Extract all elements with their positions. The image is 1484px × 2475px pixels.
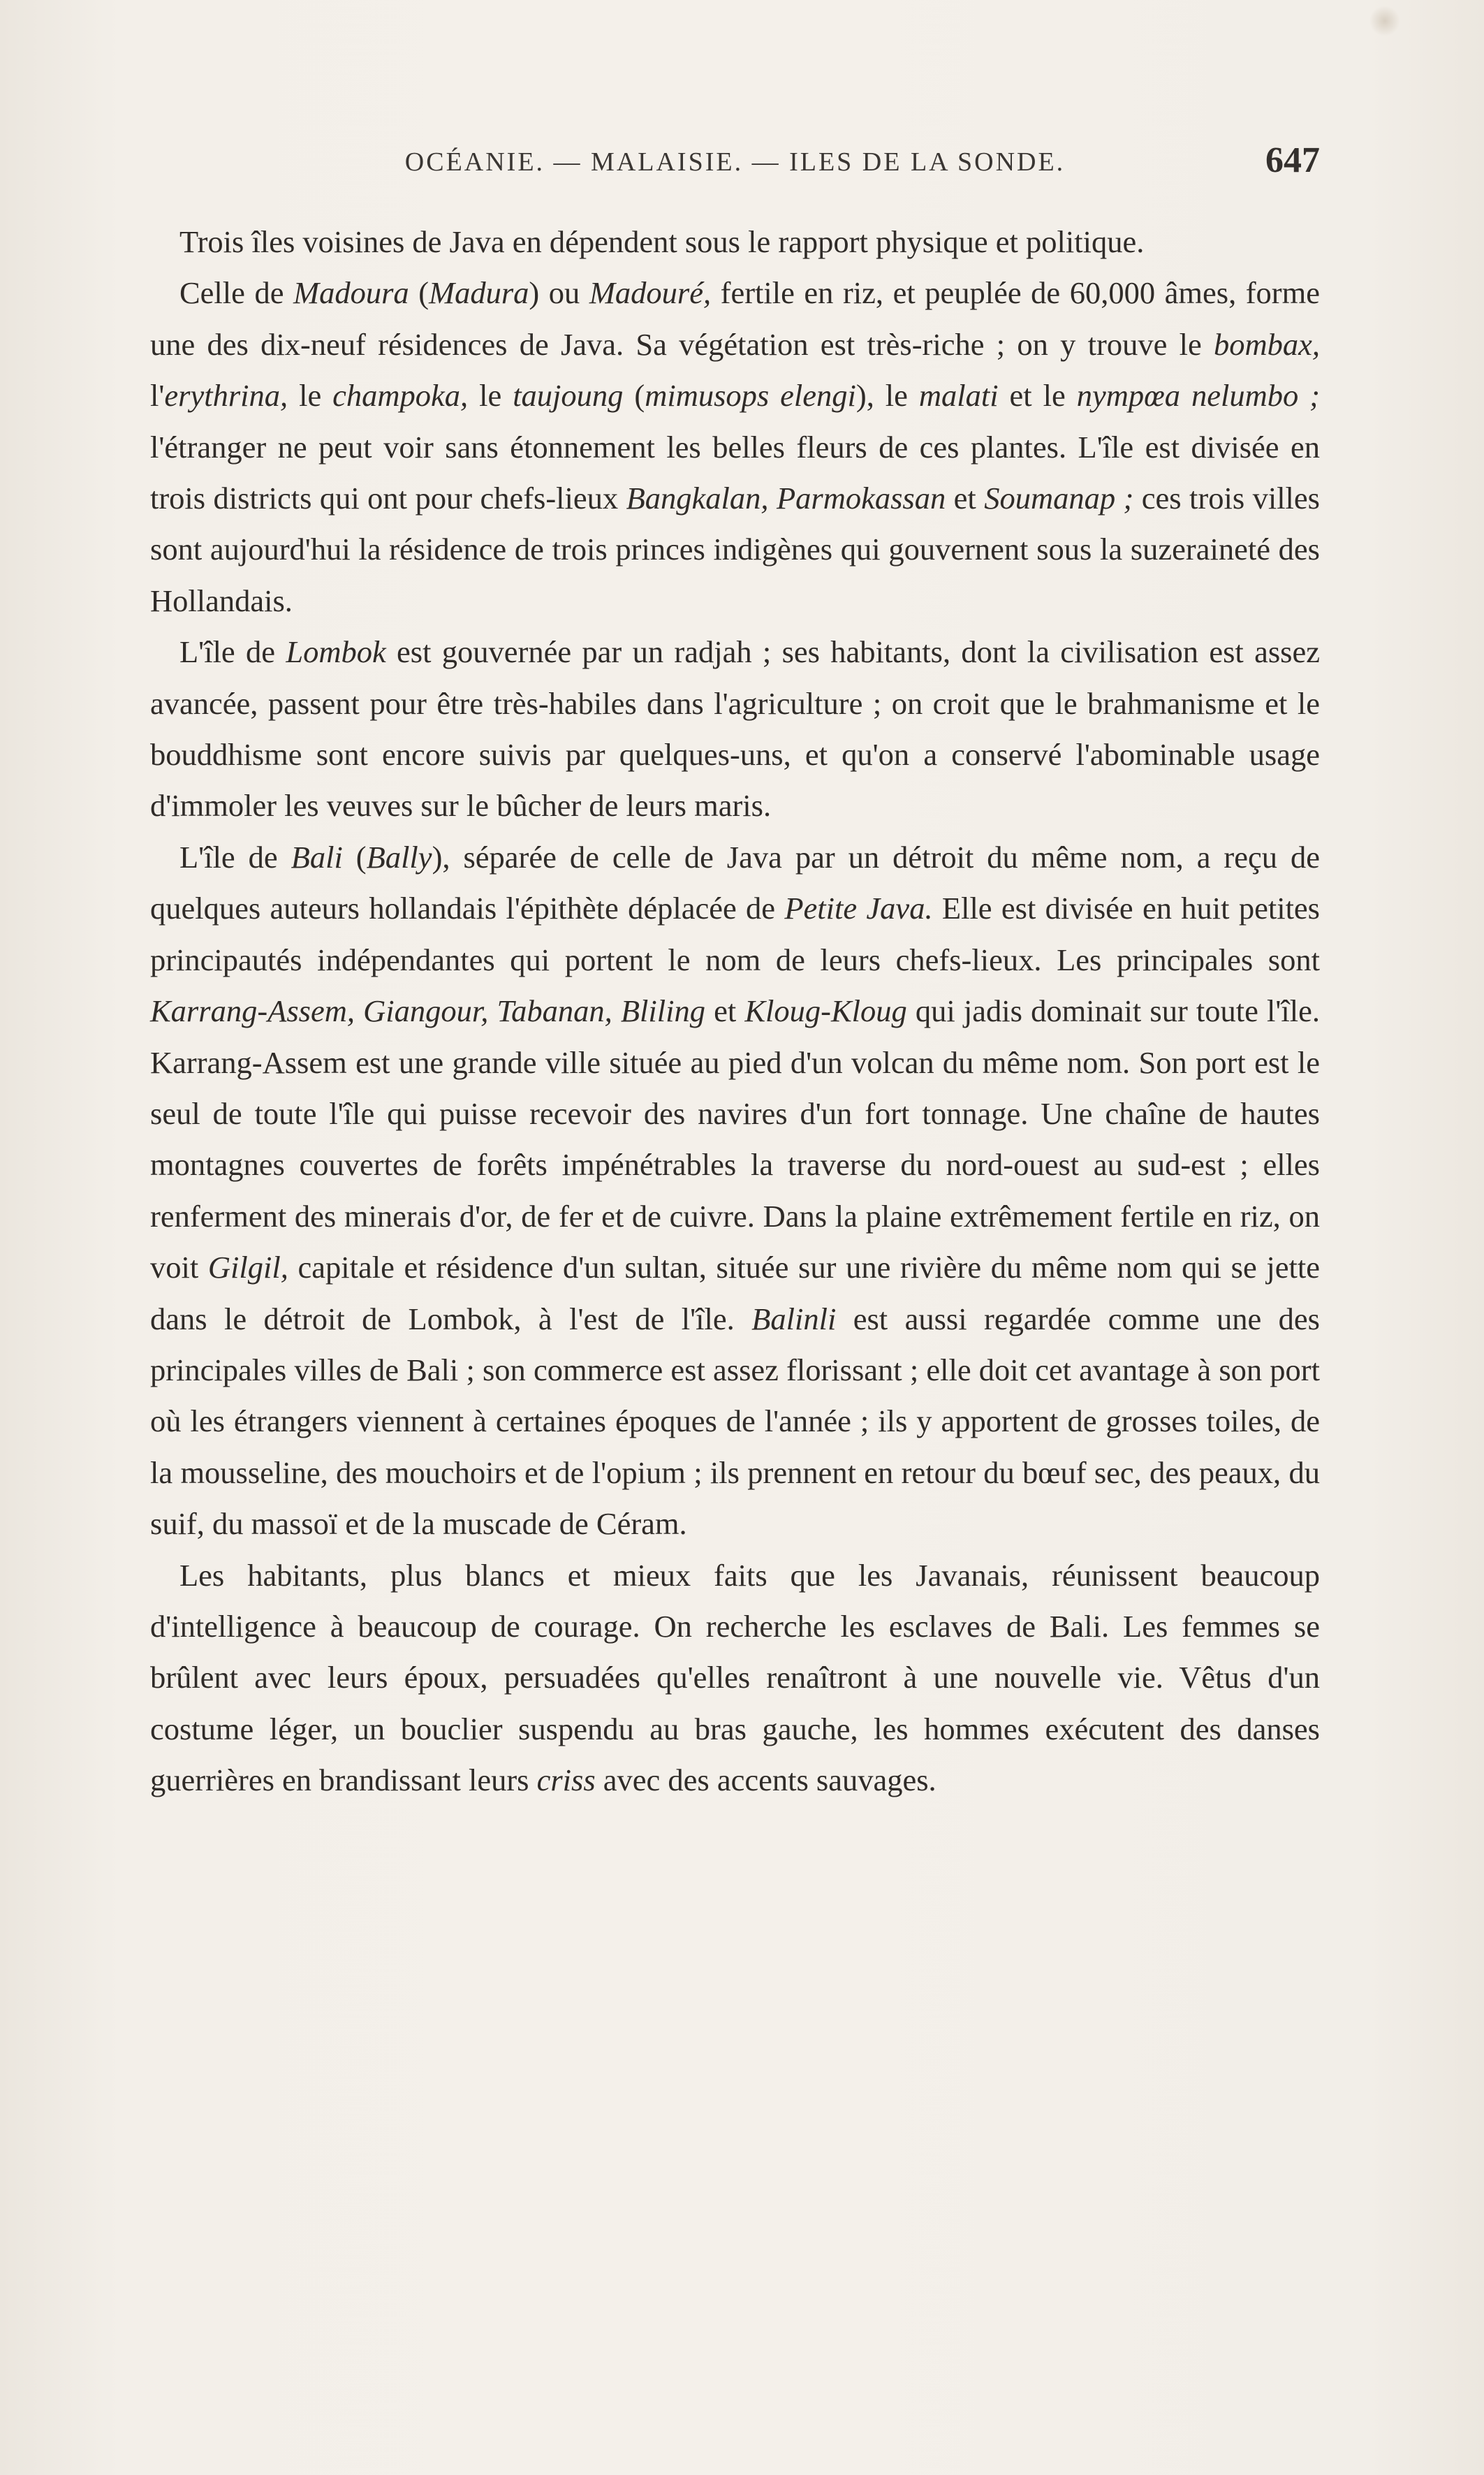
text-run: est gouvernée par un radjah ; ses habitants, dont la civilisation est assez avancée, passent pour être très-habiles dans l'agriculture ; on croit que le brahmanisme et le bouddhisme sont encore suivis par quelques-uns, et qu'on a conservé l'abominable usage d'immoler les veuves sur le bûcher de leurs maris.	[150, 634, 1320, 824]
text-run: L'île de	[179, 634, 286, 670]
text-run: ), le	[855, 378, 919, 414]
text-run: ), séparée de celle de Java par un détroit du même nom, a reçu de quelques auteurs hollandais l'épithète déplacée de	[150, 839, 1320, 926]
text-run: L'île de	[179, 839, 291, 875]
italic-text-run: erythrina,	[164, 378, 288, 414]
text-run: (	[342, 839, 367, 875]
page-number: 647	[1265, 140, 1320, 180]
text-run: Trois îles voisines de Java en dépendent sous le rapport physique et politique.	[179, 224, 1145, 259]
italic-text-run: Madouré,	[589, 275, 712, 311]
italic-text-run: Petite Java.	[784, 891, 933, 926]
italic-text-run: Madoura	[293, 275, 409, 311]
text-run: Elle est divisée en huit petites principautés indépendantes qui portent le nom de leurs chefs-lieux. Les principales sont	[150, 891, 1321, 977]
text-run: et le	[998, 378, 1077, 414]
italic-text-run: Kloug-Kloug	[744, 993, 907, 1029]
text-run: et	[705, 993, 745, 1029]
text-run: l'	[150, 378, 165, 414]
running-title: OCÉANIE. — MALAISIE. — ILES DE LA SONDE.	[404, 147, 1066, 177]
paragraph	[150, 217, 1320, 268]
page-header	[150, 140, 1320, 196]
paragraph	[150, 627, 1320, 832]
text-run: ) ou	[529, 275, 589, 311]
text-run: ces trois villes sont aujourd'hui la résidence de trois princes indigènes qui gouvernent sous la suzeraineté des Hollandais.	[150, 481, 1320, 618]
text-run: qui jadis dominait sur toute l'île. Karrang-Assem est une grande ville située au pied d'un volcan du même nom. Son port est le seul de toute l'île qui puisse recevoir des navires d'un fort tonnage. Une chaîne de hautes montagnes couvertes de forêts impénétrables la traverse du nord-ouest au sud-est ; elles renferment des minerais d'or, de fer et de cuivre. Dans la plaine extrêmement fertile en riz, on voit	[150, 993, 1320, 1285]
italic-text-run: champoka,	[332, 378, 469, 414]
body-text	[150, 217, 1320, 1806]
italic-text-run: nympœa nelumbo ;	[1076, 378, 1320, 414]
text-run: fertile en riz, et peuplée de 60,000 âmes, forme une des dix-neuf résidences de Java. Sa végétation est très-riche ; on y trouve le	[150, 275, 1320, 362]
italic-text-run: Lombok	[286, 634, 386, 670]
text-run: est aussi regardée comme une des principales villes de Bali ; son commerce est assez florissant ; elle doit cet avantage à son port où les étrangers viennent à certaines époques de l'année ; ils y apportent de grosses toiles, de la mousseline, des mouchoirs et de l'opium ; ils prennent en retour du bœuf sec, des peaux, du suif, du massoï et de la muscade de Céram.	[150, 1301, 1320, 1542]
italic-text-run: Madura	[429, 275, 529, 311]
paragraph	[150, 1550, 1320, 1806]
text-run: l'étranger ne peut voir sans étonnement les belles fleurs de ces plantes. L'île est divisée en trois districts qui ont pour chefs-lieux	[150, 429, 1320, 516]
italic-text-run: malati	[918, 378, 999, 414]
text-run: le	[468, 378, 513, 414]
italic-text-run: Balinli	[751, 1301, 837, 1336]
text-run: et	[946, 481, 985, 516]
text-run: le	[288, 378, 333, 414]
italic-text-run: Soumanap ;	[984, 481, 1134, 516]
text-run: avec des accents sauvages.	[595, 1762, 936, 1798]
italic-text-run: Bali	[291, 839, 343, 875]
italic-text-run: bombax,	[1213, 326, 1320, 362]
italic-text-run: Bangkalan, Parmokassan	[626, 481, 946, 516]
paragraph	[150, 832, 1320, 1550]
italic-text-run: criss	[536, 1762, 596, 1798]
text-run: (	[409, 275, 429, 311]
text-run: Les habitants, plus blancs et mieux faits que les Javanais, réunissent beaucoup d'intelligence à beaucoup de courage. On recherche les esclaves de Bali. Les femmes se brûlent avec leurs époux, persuadées qu'elles renaîtront à une nouvelle vie. Vêtus d'un costume léger, un bouclier suspendu au bras gauche, les hommes exécutent des danses guerrières en brandissant leurs	[150, 1557, 1320, 1798]
paper-stain	[1369, 6, 1400, 36]
paragraph	[150, 268, 1320, 627]
italic-text-run: Gilgil,	[207, 1250, 288, 1285]
text-run: (	[623, 378, 645, 414]
italic-text-run: mimusops elengi	[645, 378, 856, 414]
text-run: Celle de	[179, 275, 294, 311]
italic-text-run: Karrang-Assem, Giangour, Tabanan, Bliling	[150, 993, 706, 1029]
text-run: capitale et résidence d'un sultan, située sur une rivière du même nom qui se jette dans le détroit de Lombok, à l'est de l'île.	[150, 1250, 1320, 1336]
italic-text-run: taujoung	[513, 378, 624, 414]
italic-text-run: Bally	[366, 839, 432, 875]
